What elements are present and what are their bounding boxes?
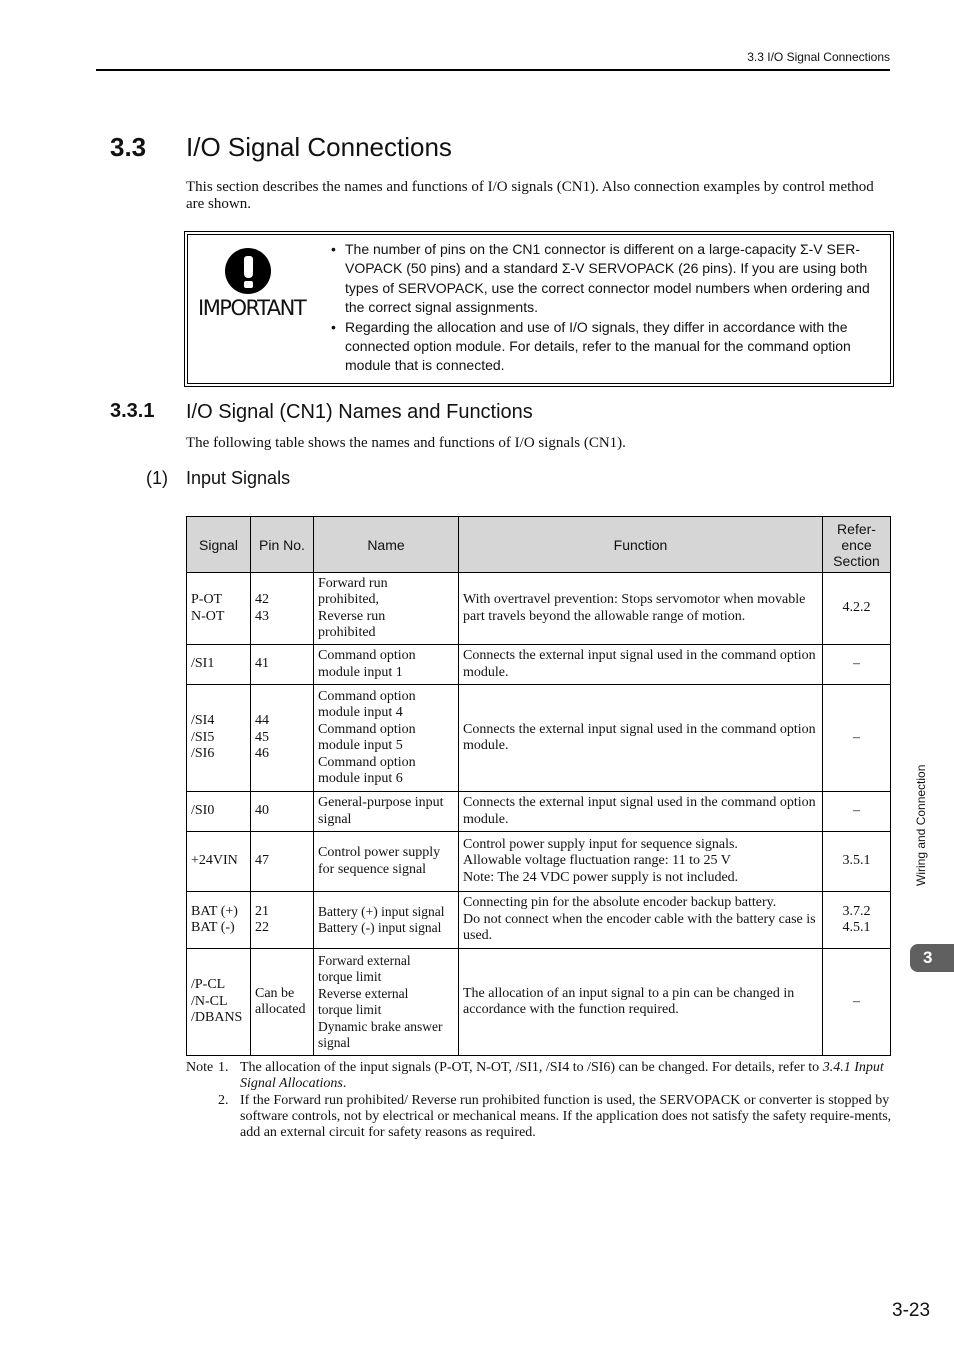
column-header-signal: Signal [187,517,251,573]
column-header-pin: Pin No. [251,517,314,573]
cell-reference: 3.5.1 [823,832,891,892]
cell-name: Command option module input 1 [314,645,459,685]
cell-function: The allocation of an input signal to a pin can be changed in accordance with the function required. [459,949,823,1056]
cell-signal: /P-CL /N-CL /DBANS [187,949,251,1056]
note-number: 2. [218,1092,229,1108]
table-row [187,645,891,685]
running-head: 3.3 I/O Signal Connections [747,50,890,64]
header-rule [96,69,890,71]
important-box [184,231,894,387]
column-header-function: Function [459,517,823,573]
cell-function: With overtravel prevention: Stops servomotor when movable part travels beyond the allowable range of motion. [459,573,823,645]
cell-name: Forward external torque limit Reverse external torque limit Dynamic brake answer signal [314,949,459,1056]
subsection-title: I/O Signal (CN1) Names and Functions [186,401,533,423]
chapter-number: 3 [923,948,933,967]
input-signals-title: Input Signals [186,468,291,488]
section-number: 3.3 [110,132,147,162]
column-header-name: Name [314,517,459,573]
important-list [329,240,884,376]
table-row [187,892,891,949]
note-text-end: . [342,1076,347,1092]
cell-pin: 44 45 46 [251,685,314,792]
table-row [187,832,891,892]
exclamation-circle-icon [225,248,271,294]
input-signals-heading [146,468,291,489]
cell-signal: /SI1 [187,645,251,685]
table-notes [186,1060,894,1141]
cell-pin: 40 [251,792,314,832]
page-number: 3-23 [892,1300,931,1321]
cell-function: Connecting pin for the absolute encoder backup battery. Do not connect when the encoder cable with the battery case is used. [459,892,823,949]
note-item [186,1093,894,1142]
subsection-number: 3.3.1 [110,400,155,422]
cell-reference: – [823,949,891,1056]
important-box-inner [187,234,891,384]
table-header-row [187,517,891,573]
section-title: I/O Signal Connections [186,132,452,162]
cell-function: Connects the external input signal used in the command option module. [459,645,823,685]
cell-name: Battery (+) input signal Battery (-) input signal [314,892,459,949]
cell-signal: +24VIN [187,832,251,892]
cell-name: Control power supply for sequence signal [314,832,459,892]
cell-pin: 47 [251,832,314,892]
cell-signal: /SI4 /SI5 /SI6 [187,685,251,792]
note-cross-reference: 3.4.1 Input Signal Allocations [240,1060,884,1092]
table-row [187,685,891,792]
cell-function: Connects the external input signal used in the command option module. [459,685,823,792]
important-item: • The number of pins on the CN1 connector is different on a large-capacity Σ-V SER-VOPACK (50 pins) and a standard Σ-V SERVOPACK (26 pins). If you are using both types of SERVOPACK, use the correct connector model numbers when ordering and the correct signal assignments. [329,240,884,318]
cell-reference: – [823,685,891,792]
note-text: If the Forward run prohibited/ Reverse run prohibited function is used, the SERVOPACK or converter is stopped by software controls, not by electrical or mechanical means. If the application does not satisfy the safety require-ments, add an external circuit for safety reasons as required. [240,1092,892,1141]
chapter-tab [910,944,954,972]
cell-function: Connects the external input signal used in the command option module. [459,792,823,832]
note-item [186,1060,894,1093]
section-intro: This section describes the names and functions of I/O signals (CN1). Also connection examples by control method are shown. [186,179,874,212]
cell-reference: – [823,792,891,832]
cell-reference: 3.7.2 4.5.1 [823,892,891,949]
note-text: The allocation of the input signals (P-OT, N-OT, /SI1, /SI4 to /SI6) can be changed. For details, refer to [240,1060,823,1075]
cell-pin: Can be allocated [251,949,314,1056]
chapter-side-label: Wiring and Connection [914,764,928,886]
subsection-intro: The following table shows the names and functions of I/O signals (CN1). [186,435,626,451]
cell-pin: 42 43 [251,573,314,645]
cell-reference: 4.2.2 [823,573,891,645]
cell-signal: /SI0 [187,792,251,832]
cell-name: General-purpose input signal [314,792,459,832]
input-signals-table [186,516,891,1056]
table-row [187,573,891,645]
cell-signal: BAT (+) BAT (-) [187,892,251,949]
note-number: 1. [218,1060,229,1075]
cell-pin: 41 [251,645,314,685]
cell-reference: – [823,645,891,685]
cell-function: Control power supply input for sequence signals. Allowable voltage fluctuation range: 11 to 25 V Note: The 24 VDC power supply is not included. [459,832,823,892]
note-label: Note [186,1060,214,1075]
table-row [187,949,891,1056]
cell-signal: P-OT N-OT [187,573,251,645]
cell-pin: 21 22 [251,892,314,949]
important-label: IMPORTANT [198,296,306,320]
column-header-reference: Refer- ence Section [823,517,891,573]
input-signals-number: (1) [146,468,168,488]
table-row [187,792,891,832]
cell-name: Forward run prohibited, Reverse run prohibited [314,573,459,645]
cell-name: Command option module input 4 Command option module input 5 Command option module input 6 [314,685,459,792]
important-item: • Regarding the allocation and use of I/O signals, they differ in accordance with the connected option module. For details, refer to the manual for the command option module that is connected. [329,318,884,376]
